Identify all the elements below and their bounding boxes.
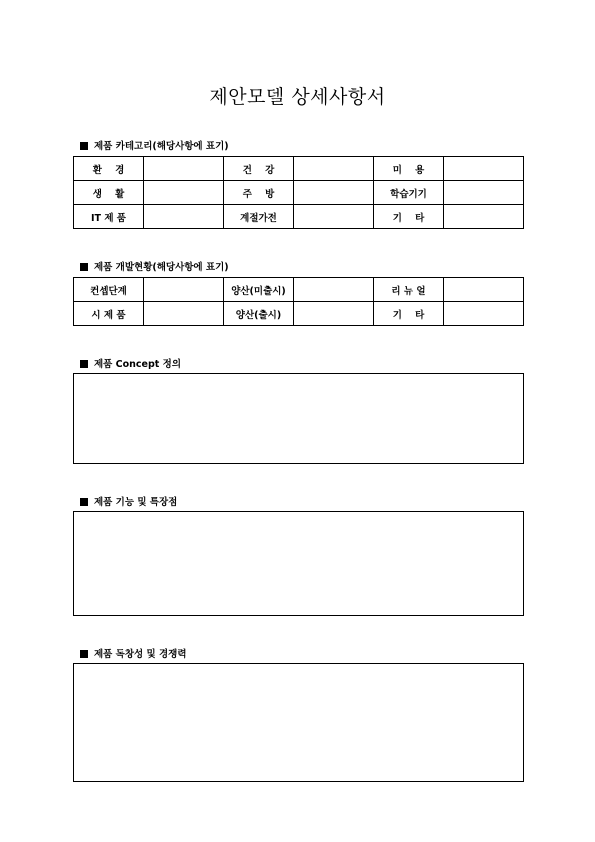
table-row: [74, 157, 524, 181]
competitiveness-input-box[interactable]: [73, 663, 524, 782]
category-heading: [80, 138, 229, 152]
category-check-learning-device[interactable]: [444, 181, 524, 205]
development-check-concept-stage[interactable]: [144, 278, 224, 302]
development-label-mass-released: 양산(출시): [224, 302, 294, 326]
competitiveness-heading-label: 제품 독창성 및 경쟁력: [94, 649, 187, 660]
category-check-beauty[interactable]: [444, 157, 524, 181]
development-label-mass-unreleased: 양산(미출시): [224, 278, 294, 302]
category-check-seasonal-appliance[interactable]: [294, 205, 374, 229]
development-label-other: 기 타: [374, 302, 444, 326]
development-check-other[interactable]: [444, 302, 524, 326]
development-check-prototype[interactable]: [144, 302, 224, 326]
category-table: [73, 156, 524, 229]
category-label-seasonal-appliance: 계절가전: [224, 205, 294, 229]
category-label-living: 생 활: [74, 181, 144, 205]
table-row: [74, 302, 524, 326]
development-label-renewal: 리 뉴 얼: [374, 278, 444, 302]
development-label-prototype: 시 제 품: [74, 302, 144, 326]
page-title: 제안모델 상세사항서: [209, 86, 386, 108]
category-label-kitchen: 주 방: [224, 181, 294, 205]
category-label-it-product: IT 제 품: [74, 205, 144, 229]
table-row: [74, 205, 524, 229]
category-check-other[interactable]: [444, 205, 524, 229]
square-bullet-icon: [80, 263, 88, 271]
category-check-kitchen[interactable]: [294, 181, 374, 205]
concept-input-box[interactable]: [73, 373, 524, 464]
table-row: [74, 278, 524, 302]
category-heading-label: 제품 카테고리(해당사항에 표기): [94, 141, 229, 152]
category-check-health[interactable]: [294, 157, 374, 181]
development-table: [73, 277, 524, 326]
features-heading: [80, 494, 177, 508]
square-bullet-icon: [80, 360, 88, 368]
competitiveness-heading: [80, 646, 187, 660]
development-heading-label: 제품 개발현황(해당사항에 표기): [94, 262, 229, 273]
concept-heading-label: 제품 Concept 정의: [94, 359, 182, 370]
category-label-learning-device: 학습기기: [374, 181, 444, 205]
category-label-other: 기 타: [374, 205, 444, 229]
category-check-it-product[interactable]: [144, 205, 224, 229]
development-label-concept-stage: 컨셉단계: [74, 278, 144, 302]
square-bullet-icon: [80, 142, 88, 150]
features-heading-label: 제품 기능 및 특장점: [94, 497, 178, 508]
development-check-mass-released[interactable]: [294, 302, 374, 326]
category-label-environment: 환 경: [74, 157, 144, 181]
category-check-environment[interactable]: [144, 157, 224, 181]
category-check-living[interactable]: [144, 181, 224, 205]
square-bullet-icon: [80, 498, 88, 506]
development-check-renewal[interactable]: [444, 278, 524, 302]
concept-heading: [80, 356, 181, 370]
table-row: [74, 181, 524, 205]
features-input-box[interactable]: [73, 511, 524, 616]
square-bullet-icon: [80, 650, 88, 658]
development-check-mass-unreleased[interactable]: [294, 278, 374, 302]
category-label-beauty: 미 용: [374, 157, 444, 181]
development-heading: [80, 259, 229, 273]
category-label-health: 건 강: [224, 157, 294, 181]
